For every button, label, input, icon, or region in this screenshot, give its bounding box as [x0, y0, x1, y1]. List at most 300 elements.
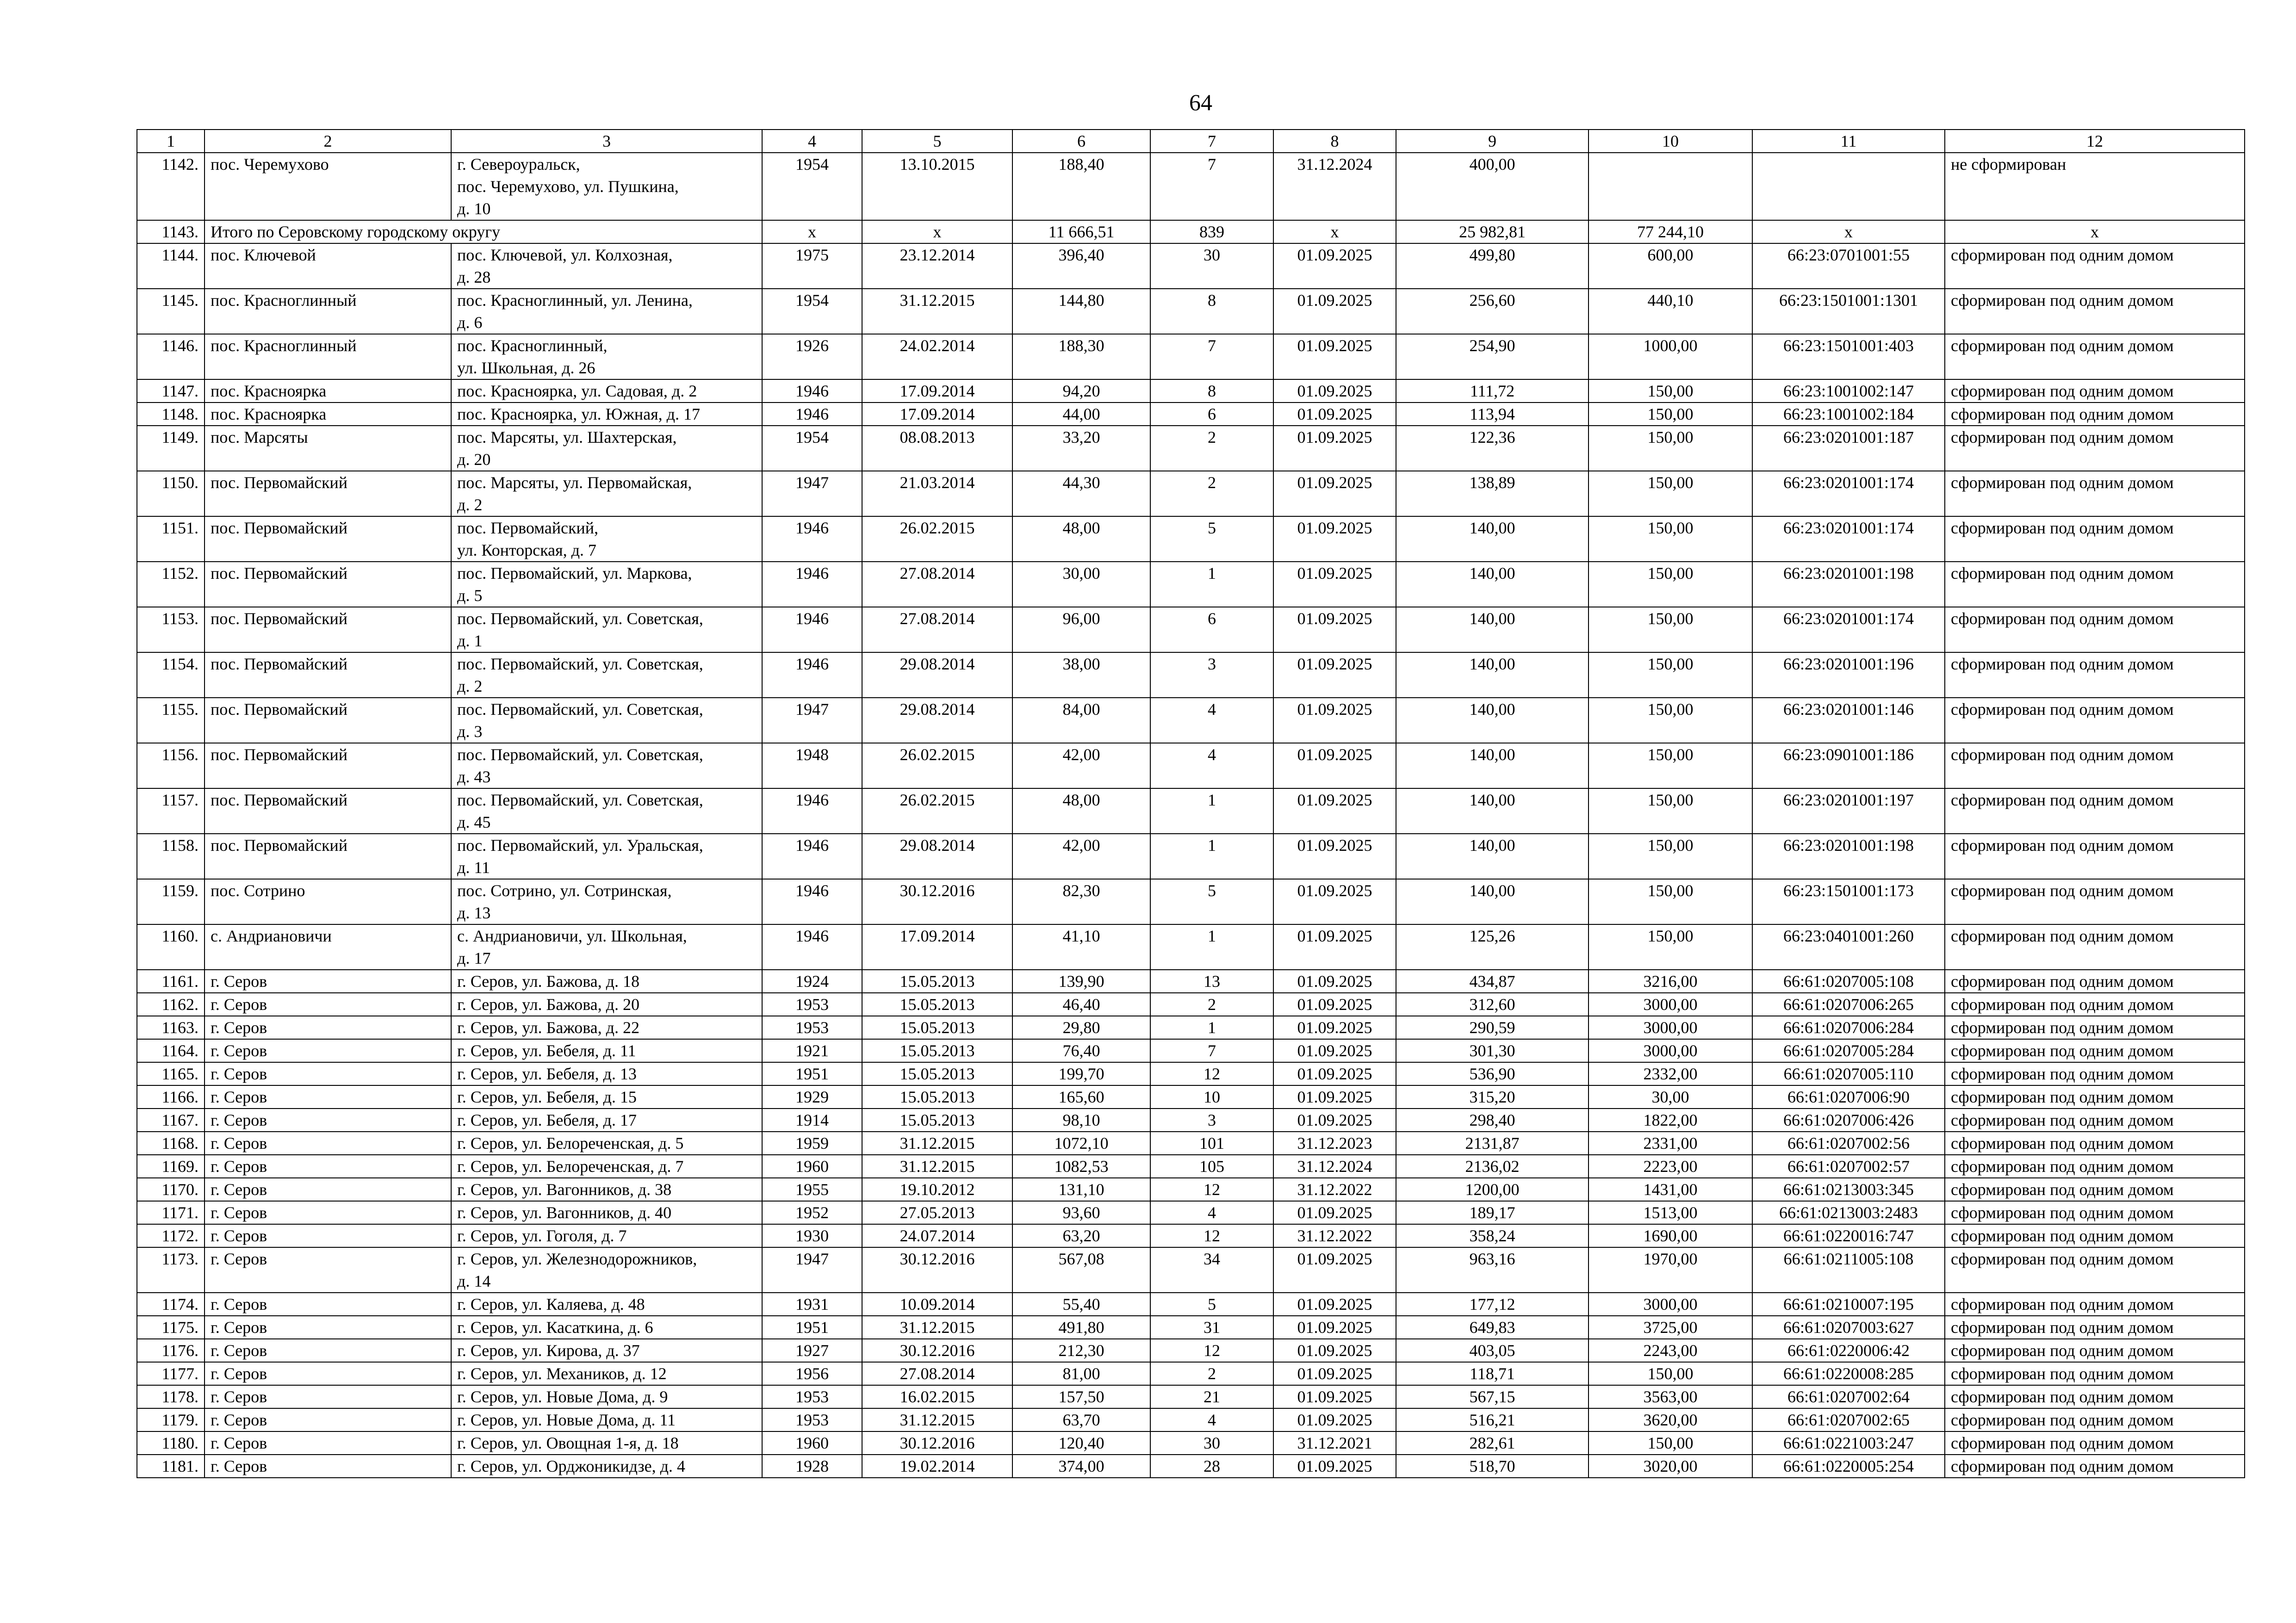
- row-number: 1153.: [137, 607, 205, 652]
- plot-status: сформирован под одним домом: [1945, 426, 2245, 471]
- living-area: 396,40: [1012, 243, 1150, 289]
- plot-area: 3000,00: [1589, 1016, 1752, 1039]
- land-area: 298,40: [1396, 1109, 1589, 1132]
- resettlement-deadline: 01.09.2025: [1273, 1085, 1396, 1109]
- residents-count: 3: [1150, 1109, 1273, 1132]
- land-area: 140,00: [1396, 607, 1589, 652]
- plot-area: 1000,00: [1589, 334, 1752, 379]
- residents-count: 12: [1150, 1339, 1273, 1362]
- recognition-date: 29.08.2014: [862, 652, 1012, 698]
- cadastral-number: 66:23:0201001:196: [1752, 652, 1945, 698]
- plot-status: сформирован под одним домом: [1945, 1385, 2245, 1408]
- settlement-name: г. Серов: [205, 1431, 451, 1455]
- table-row: [137, 1201, 2245, 1224]
- table-row: [137, 1085, 2245, 1109]
- build-year: х: [762, 220, 862, 243]
- plot-status: сформирован под одним домом: [1945, 334, 2245, 379]
- row-number: 1172.: [137, 1224, 205, 1247]
- plot-area: 150,00: [1589, 1362, 1752, 1385]
- build-year: 1955: [762, 1178, 862, 1201]
- table-row: [137, 562, 2245, 607]
- row-number: 1161.: [137, 970, 205, 993]
- residents-count: 1: [1150, 788, 1273, 834]
- residents-count: 7: [1150, 1039, 1273, 1062]
- resettlement-deadline: 01.09.2025: [1273, 1455, 1396, 1478]
- plot-status: сформирован под одним домом: [1945, 403, 2245, 426]
- table-row: [137, 1316, 2245, 1339]
- residents-count: 2: [1150, 426, 1273, 471]
- plot-status: сформирован под одним домом: [1945, 1178, 2245, 1201]
- address: пос. Красноярка, ул. Садовая, д. 2: [451, 379, 762, 403]
- living-area: 38,00: [1012, 652, 1150, 698]
- build-year: 1946: [762, 562, 862, 607]
- cadastral-number: 66:23:0201001:174: [1752, 471, 1945, 516]
- settlement-name: г. Серов: [205, 1247, 451, 1293]
- settlement-name: г. Серов: [205, 1178, 451, 1201]
- address: пос. Первомайский, ул. Уральская, д. 11: [451, 834, 762, 879]
- plot-area: 3000,00: [1589, 1293, 1752, 1316]
- resettlement-deadline: 01.09.2025: [1273, 562, 1396, 607]
- resettlement-deadline: 01.09.2025: [1273, 1316, 1396, 1339]
- row-number: 1167.: [137, 1109, 205, 1132]
- residents-count: 4: [1150, 1201, 1273, 1224]
- address: г. Серов, ул. Орджоникидзе, д. 4: [451, 1455, 762, 1478]
- living-area: 199,70: [1012, 1062, 1150, 1085]
- residents-count: 7: [1150, 334, 1273, 379]
- land-area: 2131,87: [1396, 1132, 1589, 1155]
- address: г. Серов, ул. Каляева, д. 48: [451, 1293, 762, 1316]
- resettlement-deadline: 01.09.2025: [1273, 379, 1396, 403]
- plot-status: сформирован под одним домом: [1945, 1016, 2245, 1039]
- address: г. Серов, ул. Бажова, д. 18: [451, 970, 762, 993]
- plot-area: 150,00: [1589, 834, 1752, 879]
- land-area: 254,90: [1396, 334, 1589, 379]
- plot-status: сформирован под одним домом: [1945, 562, 2245, 607]
- settlement-name: пос. Первомайский: [205, 834, 451, 879]
- table-row: [137, 1155, 2245, 1178]
- recognition-date: 26.02.2015: [862, 788, 1012, 834]
- residents-count: 8: [1150, 379, 1273, 403]
- plot-area: 3725,00: [1589, 1316, 1752, 1339]
- residents-count: 21: [1150, 1385, 1273, 1408]
- build-year: 1954: [762, 153, 862, 220]
- cadastral-number: 66:61:0207005:284: [1752, 1039, 1945, 1062]
- plot-area: 150,00: [1589, 403, 1752, 426]
- settlement-name: пос. Красноглинный: [205, 334, 451, 379]
- recognition-date: 27.05.2013: [862, 1201, 1012, 1224]
- residents-count: 1: [1150, 834, 1273, 879]
- table-row: [137, 1362, 2245, 1385]
- plot-status: сформирован под одним домом: [1945, 1062, 2245, 1085]
- build-year: 1959: [762, 1132, 862, 1155]
- resettlement-deadline: 01.09.2025: [1273, 1062, 1396, 1085]
- plot-area: 150,00: [1589, 379, 1752, 403]
- cadastral-number: 66:23:0701001:55: [1752, 243, 1945, 289]
- resettlement-deadline: 01.09.2025: [1273, 879, 1396, 924]
- plot-area: 30,00: [1589, 1085, 1752, 1109]
- cadastral-number: 66:23:0901001:186: [1752, 743, 1945, 788]
- plot-status: х: [1945, 220, 2245, 243]
- land-area: 189,17: [1396, 1201, 1589, 1224]
- row-number: 1168.: [137, 1132, 205, 1155]
- address: пос. Первомайский, ул. Советская, д. 2: [451, 652, 762, 698]
- address: пос. Первомайский, ул. Советская, д. 3: [451, 698, 762, 743]
- cadastral-number: 66:23:0201001:146: [1752, 698, 1945, 743]
- living-area: 93,60: [1012, 1201, 1150, 1224]
- build-year: 1953: [762, 1408, 862, 1431]
- resettlement-deadline: 01.09.2025: [1273, 743, 1396, 788]
- living-area: 1082,53: [1012, 1155, 1150, 1178]
- plot-area: 2243,00: [1589, 1339, 1752, 1362]
- row-number: 1176.: [137, 1339, 205, 1362]
- plot-status: сформирован под одним домом: [1945, 1408, 2245, 1431]
- table-row: [137, 1039, 2245, 1062]
- recognition-date: 19.02.2014: [862, 1455, 1012, 1478]
- cadastral-number: 66:61:0207005:110: [1752, 1062, 1945, 1085]
- plot-status: сформирован под одним домом: [1945, 1224, 2245, 1247]
- table-row: [137, 334, 2245, 379]
- living-area: 44,00: [1012, 403, 1150, 426]
- land-area: 2136,02: [1396, 1155, 1589, 1178]
- settlement-name: пос. Первомайский: [205, 562, 451, 607]
- table-row: [137, 1178, 2245, 1201]
- settlement-name: пос. Красноярка: [205, 403, 451, 426]
- plot-area: 150,00: [1589, 652, 1752, 698]
- recognition-date: 31.12.2015: [862, 1132, 1012, 1155]
- plot-status: сформирован под одним домом: [1945, 1155, 2245, 1178]
- build-year: 1947: [762, 1247, 862, 1293]
- plot-status: сформирован под одним домом: [1945, 1109, 2245, 1132]
- recognition-date: 30.12.2016: [862, 879, 1012, 924]
- recognition-date: 21.03.2014: [862, 471, 1012, 516]
- plot-area: 150,00: [1589, 607, 1752, 652]
- plot-status: сформирован под одним домом: [1945, 243, 2245, 289]
- living-area: 30,00: [1012, 562, 1150, 607]
- cadastral-number: 66:23:0201001:197: [1752, 788, 1945, 834]
- table-row: [137, 1247, 2245, 1293]
- plot-area: 600,00: [1589, 243, 1752, 289]
- living-area: 63,70: [1012, 1408, 1150, 1431]
- column-header: 10: [1589, 130, 1752, 153]
- table-row: [137, 426, 2245, 471]
- recognition-date: 08.08.2013: [862, 426, 1012, 471]
- plot-status: сформирован под одним домом: [1945, 698, 2245, 743]
- row-number: 1142.: [137, 153, 205, 220]
- build-year: 1946: [762, 788, 862, 834]
- settlement-name: с. Андриановичи: [205, 924, 451, 970]
- address: пос. Красноярка, ул. Южная, д. 17: [451, 403, 762, 426]
- residents-count: 30: [1150, 243, 1273, 289]
- build-year: 1946: [762, 403, 862, 426]
- settlement-name: пос. Красноглинный: [205, 289, 451, 334]
- address: г. Серов, ул. Белореченская, д. 5: [451, 1132, 762, 1155]
- settlement-name: пос. Первомайский: [205, 698, 451, 743]
- resettlement-deadline: 01.09.2025: [1273, 243, 1396, 289]
- build-year: 1946: [762, 379, 862, 403]
- recognition-date: 13.10.2015: [862, 153, 1012, 220]
- living-area: 81,00: [1012, 1362, 1150, 1385]
- cadastral-number: 66:61:0207002:56: [1752, 1132, 1945, 1155]
- living-area: 55,40: [1012, 1293, 1150, 1316]
- residents-count: 31: [1150, 1316, 1273, 1339]
- living-area: 41,10: [1012, 924, 1150, 970]
- table-row: [137, 243, 2245, 289]
- address: г. Серов, ул. Бебеля, д. 11: [451, 1039, 762, 1062]
- plot-status: сформирован под одним домом: [1945, 471, 2245, 516]
- recognition-date: 24.02.2014: [862, 334, 1012, 379]
- residents-count: 12: [1150, 1178, 1273, 1201]
- cadastral-number: 66:61:0221003:247: [1752, 1431, 1945, 1455]
- plot-area: 150,00: [1589, 471, 1752, 516]
- resettlement-deadline: 31.12.2022: [1273, 1178, 1396, 1201]
- residents-count: 28: [1150, 1455, 1273, 1478]
- address: г. Серов, ул. Вагонников, д. 40: [451, 1201, 762, 1224]
- recognition-date: 15.05.2013: [862, 970, 1012, 993]
- total-label: Итого по Серовскому городскому округу: [205, 220, 762, 243]
- plot-area: 1690,00: [1589, 1224, 1752, 1247]
- row-number: 1160.: [137, 924, 205, 970]
- column-number-row: [137, 130, 2245, 153]
- address: г. Серов, ул. Вагонников, д. 38: [451, 1178, 762, 1201]
- build-year: 1924: [762, 970, 862, 993]
- build-year: 1954: [762, 426, 862, 471]
- land-area: 567,15: [1396, 1385, 1589, 1408]
- residents-count: 2: [1150, 471, 1273, 516]
- table-row: [137, 289, 2245, 334]
- build-year: 1960: [762, 1431, 862, 1455]
- residents-count: 2: [1150, 1362, 1273, 1385]
- residents-count: 5: [1150, 1293, 1273, 1316]
- living-area: 96,00: [1012, 607, 1150, 652]
- row-number: 1159.: [137, 879, 205, 924]
- land-area: 118,71: [1396, 1362, 1589, 1385]
- resettlement-deadline: 01.09.2025: [1273, 607, 1396, 652]
- build-year: 1947: [762, 471, 862, 516]
- row-number: 1147.: [137, 379, 205, 403]
- plot-area: 150,00: [1589, 426, 1752, 471]
- living-area: 76,40: [1012, 1039, 1150, 1062]
- table-row: [137, 970, 2245, 993]
- build-year: 1921: [762, 1039, 862, 1062]
- address: пос. Первомайский, ул. Советская, д. 43: [451, 743, 762, 788]
- plot-status: сформирован под одним домом: [1945, 1085, 2245, 1109]
- land-area: 140,00: [1396, 879, 1589, 924]
- table-row: [137, 153, 2245, 220]
- recognition-date: 17.09.2014: [862, 379, 1012, 403]
- living-area: 139,90: [1012, 970, 1150, 993]
- plot-status: сформирован под одним домом: [1945, 1431, 2245, 1455]
- table-row: [137, 1431, 2245, 1455]
- plot-area: 3000,00: [1589, 993, 1752, 1016]
- land-area: 499,80: [1396, 243, 1589, 289]
- settlement-name: пос. Первомайский: [205, 788, 451, 834]
- total-row: [137, 220, 2245, 243]
- cadastral-number: 66:61:0220005:254: [1752, 1455, 1945, 1478]
- row-number: 1150.: [137, 471, 205, 516]
- living-area: 33,20: [1012, 426, 1150, 471]
- plot-status: сформирован под одним домом: [1945, 1362, 2245, 1385]
- recognition-date: 19.10.2012: [862, 1178, 1012, 1201]
- address: пос. Сотрино, ул. Сотринская, д. 13: [451, 879, 762, 924]
- resettlement-deadline: 31.12.2024: [1273, 153, 1396, 220]
- table-row: [137, 1385, 2245, 1408]
- recognition-date: 15.05.2013: [862, 1062, 1012, 1085]
- table-row: [137, 788, 2245, 834]
- plot-status: сформирован под одним домом: [1945, 1293, 2245, 1316]
- cadastral-number: 66:61:0220016:747: [1752, 1224, 1945, 1247]
- land-area: 290,59: [1396, 1016, 1589, 1039]
- table-row: [137, 698, 2245, 743]
- living-area: 157,50: [1012, 1385, 1150, 1408]
- land-area: 1200,00: [1396, 1178, 1589, 1201]
- recognition-date: 26.02.2015: [862, 516, 1012, 562]
- address: г. Серов, ул. Механиков, д. 12: [451, 1362, 762, 1385]
- residents-count: 1: [1150, 1016, 1273, 1039]
- plot-area: 1513,00: [1589, 1201, 1752, 1224]
- living-area: 29,80: [1012, 1016, 1150, 1039]
- land-area: 536,90: [1396, 1062, 1589, 1085]
- settlement-name: пос. Марсяты: [205, 426, 451, 471]
- land-area: 140,00: [1396, 698, 1589, 743]
- land-area: 125,26: [1396, 924, 1589, 970]
- recognition-date: х: [862, 220, 1012, 243]
- plot-status: сформирован под одним домом: [1945, 834, 2245, 879]
- table-body: [137, 153, 2245, 1478]
- cadastral-number: 66:23:1001002:147: [1752, 379, 1945, 403]
- plot-area: 440,10: [1589, 289, 1752, 334]
- recognition-date: 15.05.2013: [862, 1039, 1012, 1062]
- row-number: 1157.: [137, 788, 205, 834]
- row-number: 1178.: [137, 1385, 205, 1408]
- cadastral-number: 66:61:0207002:65: [1752, 1408, 1945, 1431]
- settlement-name: пос. Сотрино: [205, 879, 451, 924]
- address: г. Серов, ул. Бебеля, д. 17: [451, 1109, 762, 1132]
- settlement-name: г. Серов: [205, 1316, 451, 1339]
- row-number: 1169.: [137, 1155, 205, 1178]
- settlement-name: г. Серов: [205, 1224, 451, 1247]
- residents-count: 6: [1150, 607, 1273, 652]
- row-number: 1165.: [137, 1062, 205, 1085]
- table-row: [137, 834, 2245, 879]
- resettlement-deadline: 31.12.2021: [1273, 1431, 1396, 1455]
- cadastral-number: 66:61:0213003:2483: [1752, 1201, 1945, 1224]
- settlement-name: г. Серов: [205, 1293, 451, 1316]
- living-area: 42,00: [1012, 834, 1150, 879]
- plot-area: 150,00: [1589, 516, 1752, 562]
- build-year: 1954: [762, 289, 862, 334]
- plot-area: 150,00: [1589, 924, 1752, 970]
- address: пос. Марсяты, ул. Шахтерская, д. 20: [451, 426, 762, 471]
- recognition-date: 23.12.2014: [862, 243, 1012, 289]
- address: г. Серов, ул. Белореченская, д. 7: [451, 1155, 762, 1178]
- address: пос. Первомайский, ул. Маркова, д. 5: [451, 562, 762, 607]
- land-area: 140,00: [1396, 562, 1589, 607]
- plot-area: 150,00: [1589, 1431, 1752, 1455]
- residents-count: 7: [1150, 153, 1273, 220]
- recognition-date: 31.12.2015: [862, 1155, 1012, 1178]
- table-row: [137, 403, 2245, 426]
- living-area: 48,00: [1012, 788, 1150, 834]
- plot-status: сформирован под одним домом: [1945, 379, 2245, 403]
- table-row: [137, 1455, 2245, 1478]
- plot-area: 150,00: [1589, 698, 1752, 743]
- residents-count: 12: [1150, 1062, 1273, 1085]
- build-year: 1947: [762, 698, 862, 743]
- column-header: 7: [1150, 130, 1273, 153]
- page-number: 64: [1189, 89, 1212, 115]
- recognition-date: 15.05.2013: [862, 1016, 1012, 1039]
- plot-status: сформирован под одним домом: [1945, 1339, 2245, 1362]
- cadastral-number: 66:23:1001002:184: [1752, 403, 1945, 426]
- address: г. Серов, ул. Бебеля, д. 13: [451, 1062, 762, 1085]
- land-area: 111,72: [1396, 379, 1589, 403]
- table-row: [137, 1408, 2245, 1431]
- living-area: 46,40: [1012, 993, 1150, 1016]
- residents-count: 2: [1150, 993, 1273, 1016]
- settlement-name: г. Серов: [205, 1201, 451, 1224]
- living-area: 48,00: [1012, 516, 1150, 562]
- resettlement-deadline: 01.09.2025: [1273, 1362, 1396, 1385]
- recognition-date: 31.12.2015: [862, 289, 1012, 334]
- row-number: 1152.: [137, 562, 205, 607]
- land-area: 315,20: [1396, 1085, 1589, 1109]
- plot-area: 150,00: [1589, 879, 1752, 924]
- resettlement-deadline: 01.09.2025: [1273, 993, 1396, 1016]
- resettlement-deadline: 01.09.2025: [1273, 1247, 1396, 1293]
- table-row: [137, 1224, 2245, 1247]
- cadastral-number: 66:23:1501001:403: [1752, 334, 1945, 379]
- plot-status: сформирован под одним домом: [1945, 1316, 2245, 1339]
- settlement-name: г. Серов: [205, 1109, 451, 1132]
- row-number: 1143.: [137, 220, 205, 243]
- row-number: 1174.: [137, 1293, 205, 1316]
- table-row: [137, 743, 2245, 788]
- build-year: 1946: [762, 879, 862, 924]
- row-number: 1158.: [137, 834, 205, 879]
- plot-status: не сформирован: [1945, 153, 2245, 220]
- build-year: 1926: [762, 334, 862, 379]
- plot-area: 77 244,10: [1589, 220, 1752, 243]
- plot-area: 1970,00: [1589, 1247, 1752, 1293]
- cadastral-number: 66:23:0201001:198: [1752, 562, 1945, 607]
- resettlement-deadline: 01.09.2025: [1273, 1385, 1396, 1408]
- table-row: [137, 924, 2245, 970]
- build-year: 1951: [762, 1316, 862, 1339]
- land-area: 282,61: [1396, 1431, 1589, 1455]
- resettlement-deadline: х: [1273, 220, 1396, 243]
- settlement-name: г. Серов: [205, 1039, 451, 1062]
- recognition-date: 27.08.2014: [862, 607, 1012, 652]
- cadastral-number: 66:23:0201001:187: [1752, 426, 1945, 471]
- settlement-name: г. Серов: [205, 1408, 451, 1431]
- address: г. Серов, ул. Гоголя, д. 7: [451, 1224, 762, 1247]
- recognition-date: 17.09.2014: [862, 924, 1012, 970]
- plot-area: 2332,00: [1589, 1062, 1752, 1085]
- living-area: 11 666,51: [1012, 220, 1150, 243]
- cadastral-number: х: [1752, 220, 1945, 243]
- settlement-name: пос. Черемухово: [205, 153, 451, 220]
- row-number: 1151.: [137, 516, 205, 562]
- living-area: 374,00: [1012, 1455, 1150, 1478]
- cadastral-number: 66:23:0201001:174: [1752, 607, 1945, 652]
- resettlement-deadline: 01.09.2025: [1273, 334, 1396, 379]
- table-row: [137, 879, 2245, 924]
- living-area: 120,40: [1012, 1431, 1150, 1455]
- cadastral-number: 66:23:1501001:1301: [1752, 289, 1945, 334]
- land-area: 140,00: [1396, 652, 1589, 698]
- table-row: [137, 471, 2245, 516]
- land-area: 140,00: [1396, 743, 1589, 788]
